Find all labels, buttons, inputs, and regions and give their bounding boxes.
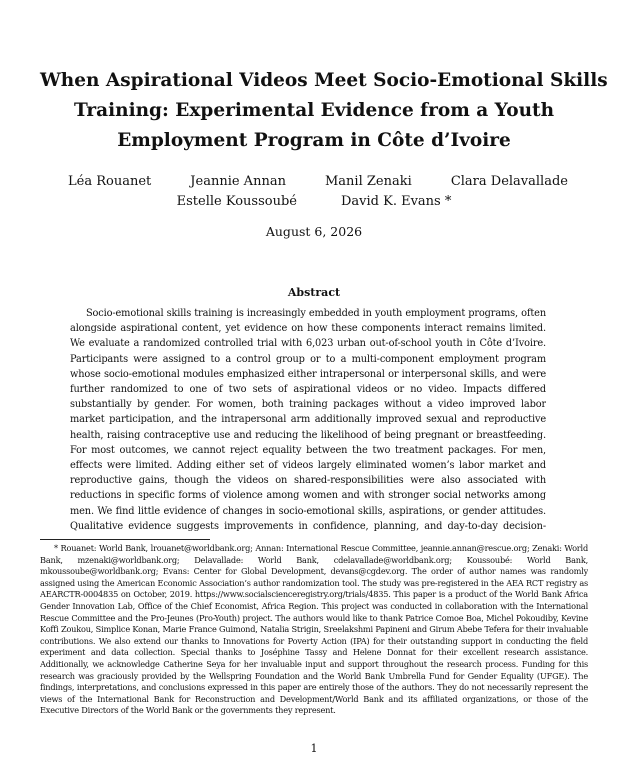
publication-date: August 6, 2026	[265, 224, 363, 239]
abstract-heading: Abstract	[287, 286, 341, 299]
author-row	[40, 192, 588, 212]
author-name: Jeannie Annan	[190, 174, 286, 189]
footnote-divider	[40, 539, 210, 540]
author-name: Clara Delavallade	[450, 174, 568, 189]
title-line: When Aspirational Videos Meet Socio-Emotional Skills	[40, 70, 608, 91]
author-name: Léa Rouanet	[68, 174, 152, 189]
page-number: 1	[310, 742, 318, 755]
paper-title	[40, 66, 608, 156]
title-line: Employment Program in Côte d’Ivoire	[117, 130, 511, 151]
abstract-body: Socio-emotional skills training is increasingly embedded in youth employment programs, often alongside aspirational content, yet evidence on how these components interact remains limited. We evaluate a randomized controlled trial with 6,023 urban out-of-school youth in Côte d’Ivoire. Participants were assigned to a control group or to a multi-component employment program whose socio-emotional modules emphasized either intrapersonal or interpersonal skills, and were further randomized to one of two sets of aspirational videos or no video. Impacts differed substantially by gender. For women, both training packages without a video improved labor market participation, and the intrapersonal arm additionally improved sexual and reproductive health, raising contraceptive use and reducing the likelihood of being pregnant or breastfeeding. For most outcomes, we cannot reject equality between the two treatment packages. For men, effects were limited. Adding either set of videos largely eliminated women’s labor market and reproductive gains, though the videos on shared-responsibilities were also associated with reductions in specific forms of violence among women and with stronger social networks among men. We find little evidence of changes in socio-emotional skills, aspirations, or gender attitudes. Qualitative evidence suggests improvements in confidence, planning, and day-to-day decision-	[70, 308, 546, 532]
author-name: Estelle Koussoubé	[176, 194, 297, 209]
author-name: David K. Evans *	[340, 194, 452, 209]
author-name: Manil Zenaki	[324, 174, 412, 189]
author-row	[40, 172, 588, 192]
author-list	[40, 172, 588, 212]
author-footnote: * Rouanet: World Bank, lrouanet@worldbank.org; Annan: International Rescue Committee, jeannie.annan@rescue.org; Zenaki: World Bank, mzenaki@worldbank.org; Delavallade: World Bank, cdelavallade@worldbank.org; Koussoubé: World Bank, mkoussoube@worldbank.org; Evans: Center for Global Development, devans@cgdev.org. The order of author names was randomly assigned using the American Economic Association’s author randomization tool. The study was pre-registered in the AEA RCT registry as AEARCTR-0004835 on October, 2019. https://www.socialscienceregistry.org/trials/4835. This paper is a product of the World Bank Africa Gender Innovation Lab, Office of the Chief Economist, Africa Region. This project was conducted in collaboration with the International Rescue Committee and the Pro-Jeunes (Pro-Youth) project. The authors would like to thank Patrice Comoe Boa, Michel Pokoudiby, Kevine Koffi Zoukou, Simplice Konan, Marie France Guimond, Natalia Strigin, Sreelakshmi Papineni and Girum Abebe Tefera for their invaluable contributions. We also extend our thanks to Innovations for Poverty Action (IPA) for their outstanding support in conducting the field experiment and data collection. Special thanks to Joséphine Tassy and Helene Donnat for their excellent research assistance. Additionally, we acknowledge Catherine Seya for her invaluable input and support throughout the research process. Funding for this research was graciously provided by the Wellspring Foundation and the World Bank Umbrella Fund for Gender Equality (UFGE). The findings, interpretations, and conclusions expressed in this paper are entirely those of the authors. They do not necessarily represent the views of the International Bank for Reconstruction and Development/World Bank and its affiliated organizations, or those of the Executive Directors of the World Bank or the governments they represent.	[40, 543, 588, 716]
title-line: Training: Experimental Evidence from a Youth	[73, 100, 555, 121]
